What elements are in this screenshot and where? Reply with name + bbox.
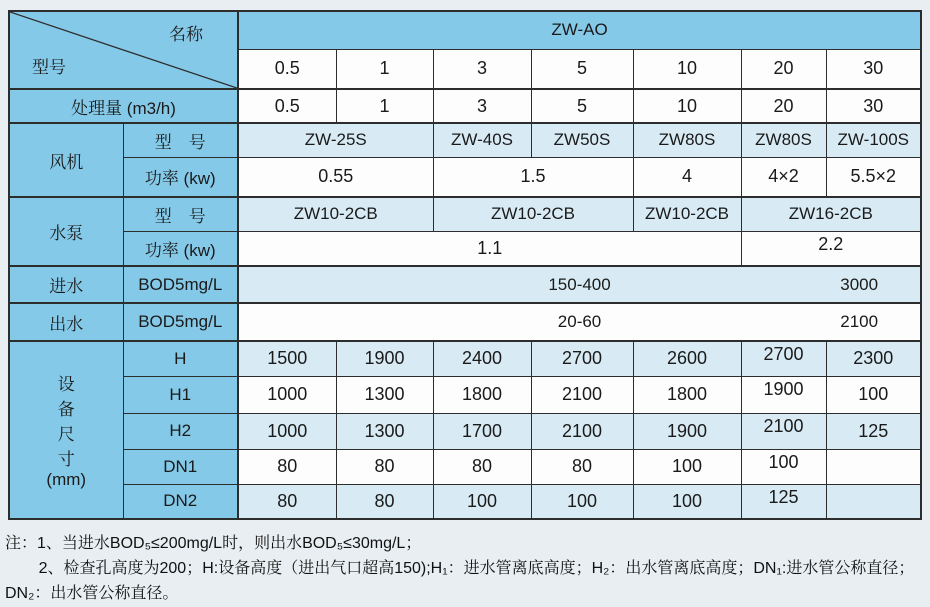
dim-value-cell: 100 bbox=[633, 449, 741, 484]
fan-power-cell: 0.55 bbox=[238, 157, 433, 197]
pump-model-cell: ZW10-2CB bbox=[633, 197, 741, 231]
model-number-cell: 5 bbox=[531, 49, 633, 89]
fan-model-cell: ZW80S bbox=[633, 123, 741, 157]
spec-table-wrap bbox=[8, 10, 922, 520]
outlet-right-value: 2100 bbox=[840, 312, 879, 331]
dim-row-label: DN1 bbox=[123, 449, 238, 484]
capacity-value-cell: 10 bbox=[633, 89, 741, 123]
dims-group-label bbox=[9, 341, 123, 519]
inlet-sub-label: BOD5mg/L bbox=[123, 266, 238, 303]
dim-value-cell: 1500 bbox=[238, 341, 336, 376]
dim-value-cell bbox=[826, 449, 921, 484]
dim-value-cell: 1900 bbox=[741, 376, 826, 413]
footnotes bbox=[5, 531, 925, 606]
inlet-range-value: 150-400 bbox=[548, 274, 611, 294]
dim-value-cell: 80 bbox=[238, 484, 336, 519]
dim-row-label: DN2 bbox=[123, 484, 238, 519]
dim-value-cell: 100 bbox=[741, 449, 826, 484]
outlet-sub-label: BOD5mg/L bbox=[123, 303, 238, 341]
dims-unit: (mm) bbox=[46, 470, 87, 489]
dim-value-cell: 1000 bbox=[238, 413, 336, 449]
capacity-value-cell: 3 bbox=[433, 89, 531, 123]
fan-model-cell: ZW-100S bbox=[826, 123, 921, 157]
dim-value-cell: 80 bbox=[336, 484, 433, 519]
inlet-label: 进水 bbox=[9, 266, 123, 303]
dim-value-cell: 2700 bbox=[531, 341, 633, 376]
dim-value-cell: 2300 bbox=[826, 341, 921, 376]
fan-model-cell: ZW-40S bbox=[433, 123, 531, 157]
spec-table bbox=[8, 10, 922, 520]
pump-power-label: 功率 (kw) bbox=[123, 231, 238, 266]
dim-row-label: H bbox=[123, 341, 238, 376]
fan-model-label: 型 号 bbox=[123, 123, 238, 157]
dim-value-cell: 1000 bbox=[238, 376, 336, 413]
model-number-cell: 30 bbox=[826, 49, 921, 89]
fan-model-cell: ZW80S bbox=[741, 123, 826, 157]
corner-cell bbox=[9, 11, 238, 89]
outlet-label: 出水 bbox=[9, 303, 123, 341]
dim-value-cell: 100 bbox=[633, 484, 741, 519]
pump-power-cell: 2.2 bbox=[741, 231, 921, 266]
dim-value-cell: 125 bbox=[741, 484, 826, 519]
dim-value-cell: 100 bbox=[531, 484, 633, 519]
pump-group-label: 水泵 bbox=[9, 197, 123, 266]
dims-char: 尺 bbox=[57, 425, 75, 444]
dim-value-cell: 2100 bbox=[531, 413, 633, 449]
inlet-value-cell bbox=[238, 266, 921, 303]
dim-value-cell: 80 bbox=[336, 449, 433, 484]
corner-name-label: 名称 bbox=[169, 25, 203, 44]
dim-value-cell: 100 bbox=[826, 376, 921, 413]
dims-char: 寸 bbox=[57, 450, 75, 469]
dim-value-cell: 2400 bbox=[433, 341, 531, 376]
fan-power-cell: 4 bbox=[633, 157, 741, 197]
capacity-label-cell: 处理量 (m3/h) bbox=[9, 89, 238, 123]
capacity-value-cell: 5 bbox=[531, 89, 633, 123]
dim-value-cell: 1800 bbox=[633, 376, 741, 413]
dim-value-cell: 1700 bbox=[433, 413, 531, 449]
capacity-value-cell: 1 bbox=[336, 89, 433, 123]
series-header-cell: ZW-AO bbox=[238, 11, 921, 49]
pump-model-cell: ZW10-2CB bbox=[433, 197, 633, 231]
capacity-value-cell: 30 bbox=[826, 89, 921, 123]
dim-value-cell: 1900 bbox=[336, 341, 433, 376]
dim-row-label: H1 bbox=[123, 376, 238, 413]
dim-value-cell: 1300 bbox=[336, 413, 433, 449]
dim-value-cell: 2100 bbox=[531, 376, 633, 413]
fan-power-cell: 1.5 bbox=[433, 157, 633, 197]
fan-model-cell: ZW-25S bbox=[238, 123, 433, 157]
fan-power-label: 功率 (kw) bbox=[123, 157, 238, 197]
dim-value-cell: 80 bbox=[531, 449, 633, 484]
model-number-cell: 3 bbox=[433, 49, 531, 89]
dim-value-cell: 2100 bbox=[741, 413, 826, 449]
inlet-right-value: 3000 bbox=[840, 274, 879, 294]
outlet-value-cell bbox=[238, 303, 921, 341]
fan-power-cell: 4×2 bbox=[741, 157, 826, 197]
outlet-range-value: 20-60 bbox=[557, 312, 602, 331]
capacity-value-cell: 0.5 bbox=[238, 89, 336, 123]
dim-value-cell: 100 bbox=[433, 484, 531, 519]
dim-value-cell: 1800 bbox=[433, 376, 531, 413]
pump-model-cell: ZW16-2CB bbox=[741, 197, 921, 231]
dims-char: 备 bbox=[57, 400, 75, 419]
model-number-cell: 10 bbox=[633, 49, 741, 89]
dim-value-cell bbox=[826, 484, 921, 519]
dim-value-cell: 80 bbox=[238, 449, 336, 484]
dim-value-cell: 80 bbox=[433, 449, 531, 484]
dim-value-cell: 1900 bbox=[633, 413, 741, 449]
fan-group-label: 风机 bbox=[9, 123, 123, 197]
model-number-cell: 1 bbox=[336, 49, 433, 89]
capacity-value-cell: 20 bbox=[741, 89, 826, 123]
corner-model-label: 型号 bbox=[32, 58, 66, 77]
dim-value-cell: 2600 bbox=[633, 341, 741, 376]
footnote-line-1: 注：1、当进水BOD₅≤200mg/L时，则出水BOD₅≤30mg/L； bbox=[5, 535, 422, 552]
model-number-cell: 20 bbox=[741, 49, 826, 89]
dim-value-cell: 1300 bbox=[336, 376, 433, 413]
dim-value-cell: 125 bbox=[826, 413, 921, 449]
dim-row-label: H2 bbox=[123, 413, 238, 449]
dims-char: 设 bbox=[57, 375, 75, 394]
fan-power-cell: 5.5×2 bbox=[826, 157, 921, 197]
pump-model-cell: ZW10-2CB bbox=[238, 197, 433, 231]
model-number-cell: 0.5 bbox=[238, 49, 336, 89]
dim-value-cell: 2700 bbox=[741, 341, 826, 376]
pump-model-label: 型 号 bbox=[123, 197, 238, 231]
pump-power-cell: 1.1 bbox=[238, 231, 741, 266]
fan-model-cell: ZW50S bbox=[531, 123, 633, 157]
footnote-line-2: 2、检查孔高度为200；H:设备高度（进出气口超高150);H₁：进水管离底高度；H₂：出水管离底高度；DN₁:进水管公称直径；DN₂：出水管公称直径。 bbox=[5, 560, 915, 602]
